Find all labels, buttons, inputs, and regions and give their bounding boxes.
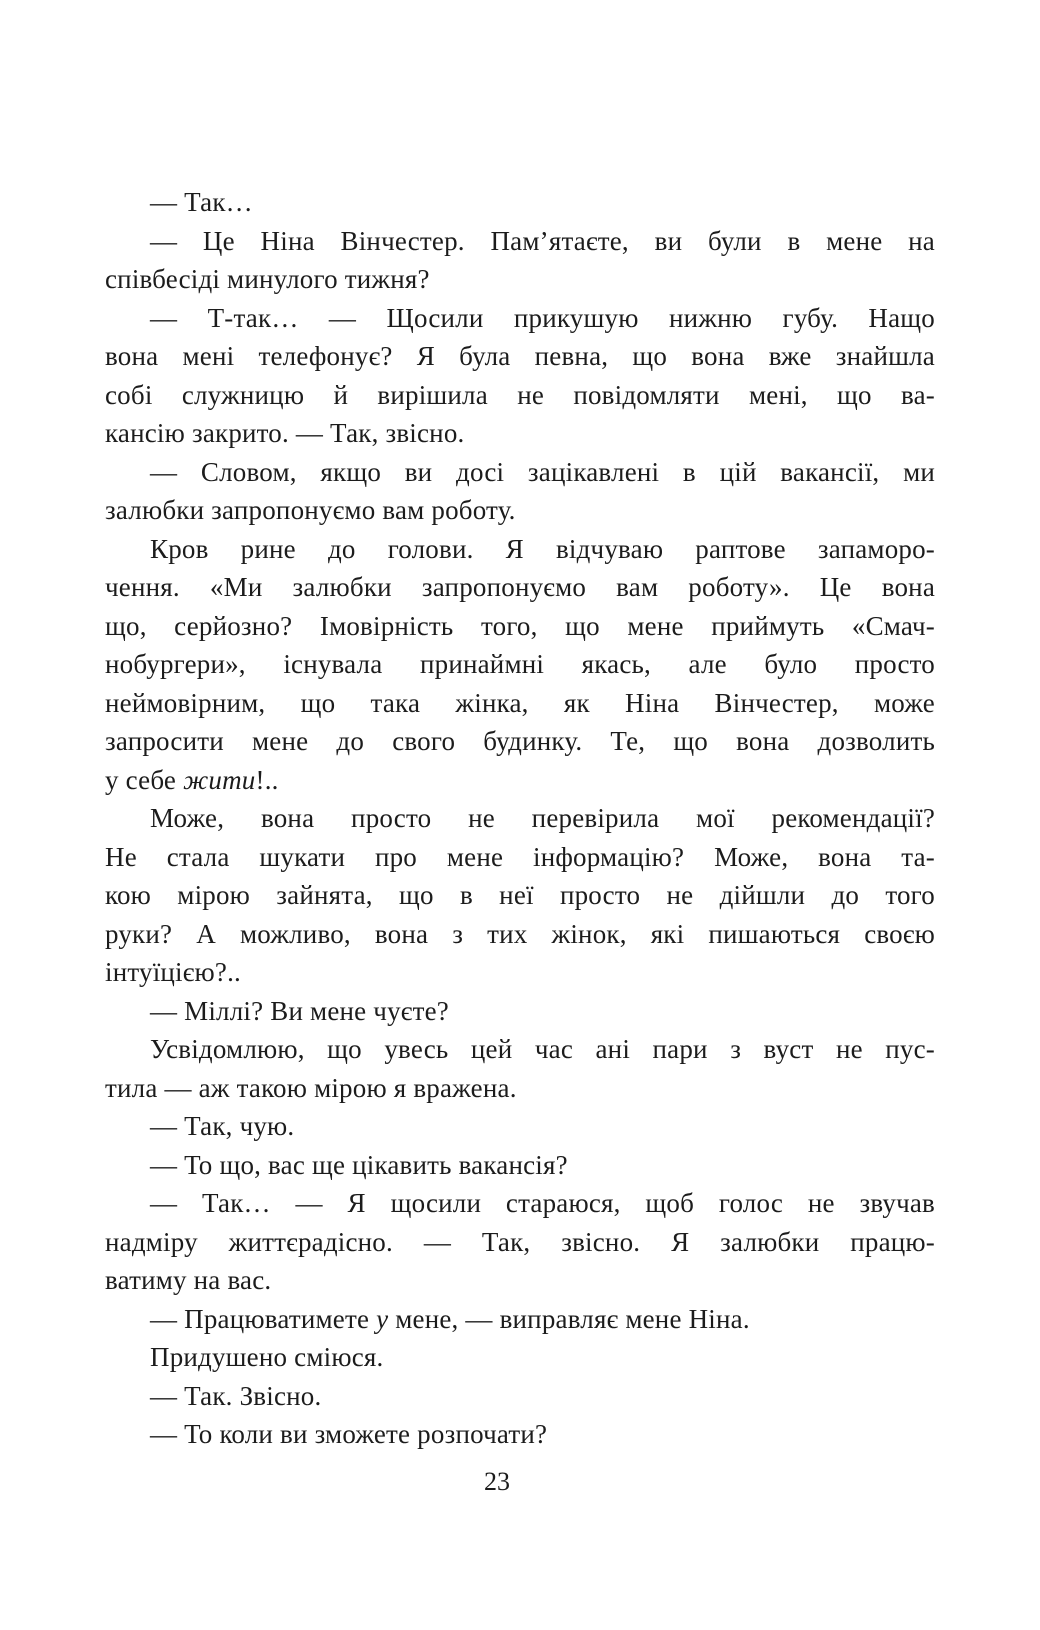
text-line <box>105 915 935 954</box>
text-segment: тила — аж такою мірою я вражена. <box>105 1072 517 1103</box>
text-segment: — Словом, якщо ви досі зацікавлені в цій вакансії, ми <box>150 456 935 487</box>
text-segment: нобургери», існувала принаймні якась, але було просто <box>105 649 935 679</box>
text-line <box>105 222 935 261</box>
text-line <box>105 453 935 492</box>
text-segment: — Працюватимете <box>150 1303 377 1334</box>
paragraph <box>105 992 935 1031</box>
text-segment: — Так… — Я щосили стараюся, щоб голос не звучав <box>150 1188 935 1218</box>
text-line <box>105 376 935 415</box>
text-line <box>105 607 935 646</box>
text-segment: — Так. Звісно. <box>150 1380 322 1411</box>
text-segment: співбесіді минулого тижня? <box>105 264 430 294</box>
text-line <box>105 1377 935 1416</box>
text-line <box>105 260 935 299</box>
text-line <box>105 1069 935 1108</box>
paragraph <box>105 799 935 992</box>
text-segment: — То що, вас ще цікавить вакансія? <box>150 1149 568 1180</box>
paragraph <box>105 453 935 530</box>
text-line <box>105 1107 935 1146</box>
text-segment: чення. «Ми залюбки запропонуємо вам роботу». Це вона <box>105 572 935 602</box>
page-number: 23 <box>484 1467 510 1496</box>
paragraph <box>105 1146 935 1185</box>
paragraph <box>105 1030 935 1107</box>
text-segment: Усвідомлюю, що увесь цей час ані пари з вуст не пус- <box>150 1034 935 1064</box>
paragraph <box>105 1415 935 1454</box>
text-line <box>105 684 935 723</box>
paragraph <box>105 1377 935 1416</box>
text-line <box>105 568 935 607</box>
text-segment: — Міллі? Ви мене чуєте? <box>150 995 449 1026</box>
paragraph <box>105 222 935 299</box>
text-segment: ватиму на вас. <box>105 1265 272 1295</box>
text-line <box>105 530 935 569</box>
text-line <box>105 992 935 1031</box>
text-line <box>105 953 935 992</box>
text-segment: Не стала шукати про мене інформацію? Може, вона та- <box>105 841 935 872</box>
text-segment: — Так, чую. <box>150 1111 295 1141</box>
text-segment: залюбки запропонуємо вам роботу. <box>105 495 516 525</box>
text-segment: !.. <box>255 764 279 795</box>
italic-text: у <box>376 1303 389 1334</box>
text-segment: — Так… <box>150 187 253 217</box>
text-segment: кою мірою зайнята, що в неї просто не дійшли до того <box>105 880 935 910</box>
text-line <box>105 1300 935 1339</box>
text-segment: Придушено сміюся. <box>150 1342 384 1372</box>
text-block <box>105 183 935 1454</box>
text-line <box>105 183 935 222</box>
text-segment: кансію закрито. — Так, звісно. <box>105 418 465 448</box>
text-line <box>105 1338 935 1377</box>
text-line <box>105 1261 935 1300</box>
text-segment: що, серйозно? Імовірність того, що мене приймуть «Смач- <box>105 610 935 641</box>
text-segment: — Т-так… — Щосили прикушую нижню губу. Нащо <box>150 302 935 333</box>
paragraph <box>105 1300 935 1339</box>
text-line <box>105 1184 935 1223</box>
text-line <box>105 1146 935 1185</box>
text-segment: руки? А можливо, вона з тих жінок, які пишаються своєю <box>105 918 935 949</box>
text-segment: у себе <box>105 764 184 795</box>
text-segment: собі служницю й вирішила не повідомляти мені, що ва- <box>105 379 935 410</box>
text-line <box>105 491 935 530</box>
text-line <box>105 1223 935 1262</box>
text-line <box>105 722 935 761</box>
text-line <box>105 414 935 453</box>
text-segment: неймовірним, що така жінка, як Ніна Вінчестер, може <box>105 687 935 718</box>
text-line <box>105 299 935 338</box>
text-line <box>105 876 935 915</box>
text-line <box>105 761 935 800</box>
text-segment: Кров рине до голови. Я відчуваю раптове запаморо- <box>150 533 935 564</box>
paragraph <box>105 1184 935 1300</box>
text-line <box>105 337 935 376</box>
text-segment: мене, — виправляє мене Ніна. <box>388 1303 750 1334</box>
text-segment: вона мені телефонує? Я була певна, що вона вже знайшла <box>105 341 935 371</box>
text-segment: інтуїцією?.. <box>105 957 241 987</box>
text-segment: — Це Ніна Вінчестер. Пам’ятаєте, ви були в мене на <box>150 225 935 256</box>
paragraph <box>105 530 935 800</box>
paragraph <box>105 1338 935 1377</box>
text-line <box>105 799 935 838</box>
text-segment: надміру життєрадісно. — Так, звісно. Я залюбки працю- <box>105 1226 935 1257</box>
text-segment: Може, вона просто не перевірила мої рекомендації? <box>150 803 935 833</box>
text-line <box>105 1030 935 1069</box>
text-line <box>105 838 935 877</box>
text-segment: — То коли ви зможете розпочати? <box>150 1419 548 1449</box>
paragraph <box>105 299 935 453</box>
text-line <box>105 645 935 684</box>
paragraph <box>105 183 935 222</box>
text-segment: запросити мене до свого будинку. Те, що вона дозволить <box>105 726 935 756</box>
paragraph <box>105 1107 935 1146</box>
text-line <box>105 1415 935 1454</box>
italic-text: жити <box>183 764 256 795</box>
